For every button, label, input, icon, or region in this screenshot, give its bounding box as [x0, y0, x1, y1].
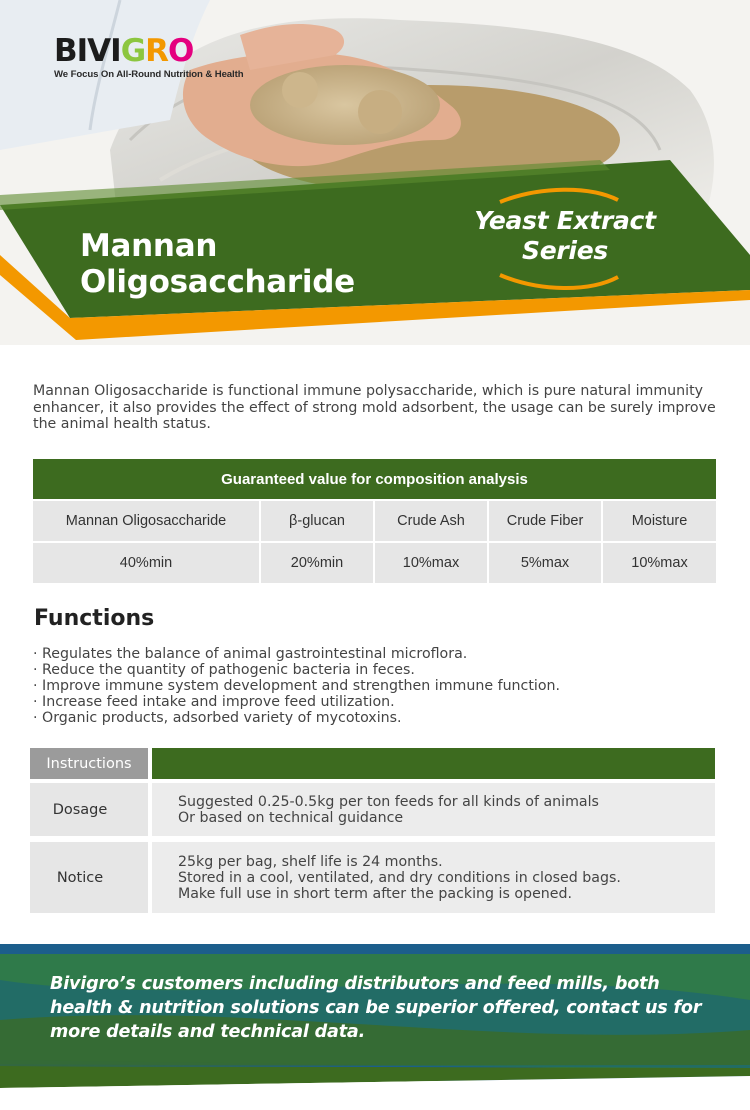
functions-list [33, 646, 723, 726]
composition-table-title: Guaranteed value for composition analysis [33, 459, 716, 499]
table-cell: Mannan Oligosaccharide [33, 501, 259, 541]
series-title: Yeast Extract Series [474, 206, 656, 265]
instructions-label: Instructions [30, 748, 148, 779]
instructions-header [30, 748, 715, 779]
notice-label: Notice [30, 842, 148, 913]
brand-logo [54, 34, 243, 80]
logo-wordmark: BIVIGRO [54, 33, 194, 69]
dosage-label: Dosage [30, 783, 148, 836]
dosage-row [30, 783, 715, 836]
list-item: · Increase feed intake and improve feed utilization. [33, 694, 723, 710]
table-cell: 5%max [489, 543, 601, 583]
table-cell: 40%min [33, 543, 259, 583]
table-cell: 10%max [603, 543, 716, 583]
hero-banner [0, 0, 750, 345]
list-item: · Improve immune system development and strengthen immune function. [33, 678, 723, 694]
instructions-table [30, 748, 715, 913]
notice-value: 25kg per bag, shelf life is 24 months. Stored in a cool, ventilated, and dry conditions in closed bags. Make full use in short term after the packing is opened. [152, 842, 715, 913]
table-cell: Crude Ash [375, 501, 487, 541]
table-cell: 20%min [261, 543, 373, 583]
table-cell: 10%max [375, 543, 487, 583]
footer-banner [0, 940, 750, 1110]
instructions-header-bar [152, 748, 715, 779]
list-item: · Reduce the quantity of pathogenic bacteria in feces. [33, 662, 723, 678]
product-title: Mannan Oligosaccharide [80, 228, 355, 300]
composition-table [33, 459, 716, 583]
list-item: · Organic products, adsorbed variety of mycotoxins. [33, 710, 723, 726]
footer-message: Bivigro’s customers including distributors and feed mills, both health & nutrition solutions can be superior offered, contact us for more details and technical data. [50, 974, 702, 1042]
composition-value-row [33, 543, 716, 583]
list-item: · Regulates the balance of animal gastrointestinal microflora. [33, 646, 723, 662]
table-cell: Crude Fiber [489, 501, 601, 541]
logo-tagline: We Focus On All-Round Nutrition & Health [54, 69, 244, 80]
table-cell: β-glucan [261, 501, 373, 541]
table-cell: Moisture [603, 501, 716, 541]
product-description: Mannan Oligosaccharide is functional immune polysaccharide, which is pure natural immunity enhancer, it also provides the effect of strong mold adsorbent, the usage can be surely improve the animal health status. [33, 383, 716, 432]
composition-header-row [33, 501, 716, 541]
dosage-value: Suggested 0.25-0.5kg per ton feeds for all kinds of animals Or based on technical guidance [152, 783, 715, 836]
notice-row [30, 842, 715, 913]
functions-heading: Functions [34, 606, 155, 631]
